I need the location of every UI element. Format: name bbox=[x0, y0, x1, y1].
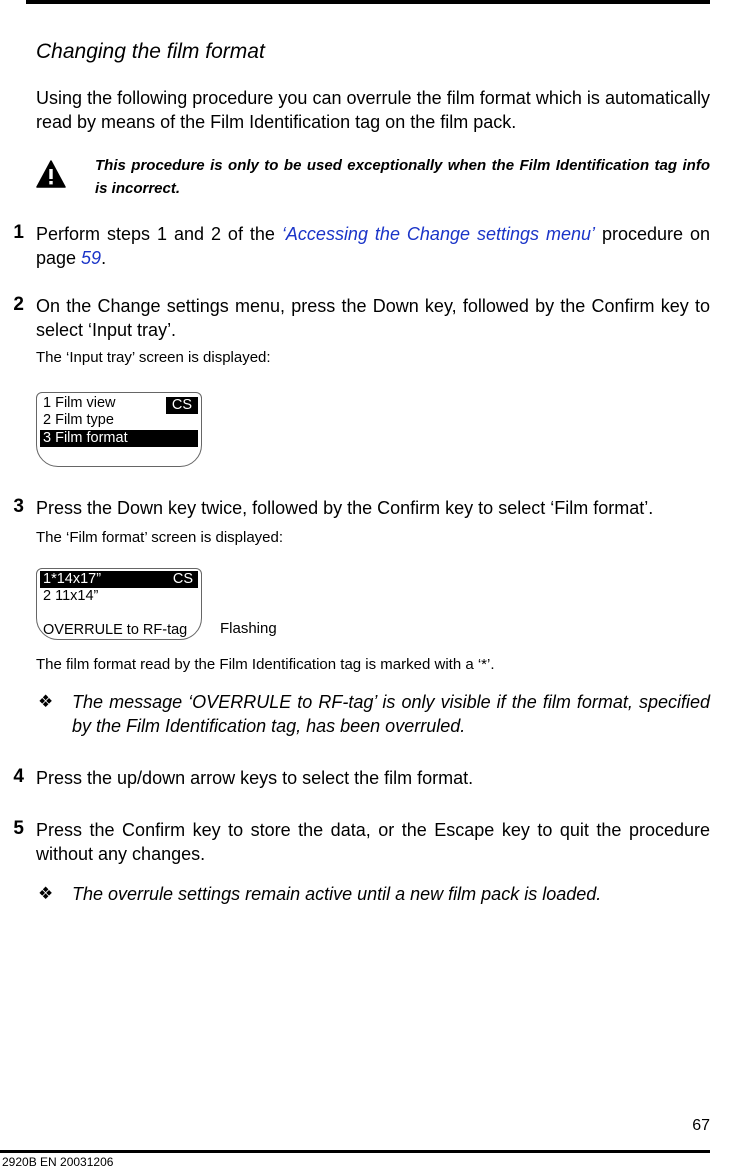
lcd-line: 2 Film type bbox=[43, 412, 114, 428]
section-title: Changing the film format bbox=[36, 40, 265, 63]
step-1-text-middle: procedure on page bbox=[36, 224, 710, 268]
marked-note: The film format read by the Film Identification tag is marked with a ‘*’. bbox=[36, 656, 495, 673]
intro-paragraph: Using the following procedure you can overrule the film format which is automatically read by means of the Film Identification tag on the film pack. bbox=[36, 88, 710, 132]
input-tray-screen bbox=[36, 392, 202, 467]
step-1-text bbox=[36, 222, 710, 270]
step-number: 4 bbox=[13, 766, 24, 787]
film-format-screen bbox=[36, 568, 202, 640]
step-number: 2 bbox=[13, 294, 24, 315]
warning-triangle-icon bbox=[36, 160, 66, 188]
lcd-line-overrule: OVERRULE to RF-tag bbox=[43, 622, 188, 638]
note-overrule-active: The overrule settings remain active until a new film pack is loaded. bbox=[72, 884, 602, 904]
note-overrule-visibility: The message ‘OVERRULE to RF-tag’ is only visible if the film format, specified by the Film Identification tag, has been overruled. bbox=[72, 692, 710, 736]
warning-text: This procedure is only to be used exceptionally when the Film Identification tag info is incorrect. bbox=[95, 157, 710, 197]
cs-badge: CS bbox=[172, 571, 193, 587]
bottom-rule bbox=[0, 1150, 710, 1153]
step-4-text: Press the up/down arrow keys to select the film format. bbox=[36, 768, 474, 788]
accessing-change-settings-link[interactable]: ‘Accessing the Change settings menu’ bbox=[281, 224, 595, 244]
document-code: 2920B EN 20031206 bbox=[2, 1155, 114, 1169]
step-5-text: Press the Confirm key to store the data, or the Escape key to quit the procedure without any changes. bbox=[36, 820, 710, 864]
top-rule bbox=[26, 0, 710, 4]
step-2-text: On the Change settings menu, press the Down key, followed by the Confirm key to select ‘Input tray’. bbox=[36, 296, 710, 340]
step-3-result: The ‘Film format’ screen is displayed: bbox=[36, 529, 284, 546]
lcd-line: 1 Film view bbox=[43, 395, 116, 411]
step-number: 1 bbox=[13, 222, 24, 243]
page-number: 67 bbox=[692, 1117, 710, 1134]
step-number: 3 bbox=[13, 496, 24, 517]
note-diamond-icon: ❖ bbox=[38, 884, 54, 903]
flashing-label: Flashing bbox=[220, 620, 277, 637]
cs-badge: CS bbox=[166, 397, 198, 414]
step-number: 5 bbox=[13, 818, 24, 839]
note-diamond-icon: ❖ bbox=[38, 692, 54, 711]
lcd-line-selected: 3 Film format bbox=[40, 430, 198, 447]
step-1-text-after: . bbox=[101, 248, 107, 268]
step-3-text: Press the Down key twice, followed by the Confirm key to select ‘Film format’. bbox=[36, 498, 654, 518]
step-2-result: The ‘Input tray’ screen is displayed: bbox=[36, 349, 271, 366]
lcd-line: 2 11x14” bbox=[43, 588, 99, 604]
lcd-line-selected: 1*14x17” bbox=[40, 571, 198, 588]
page-59-link[interactable]: 59 bbox=[81, 248, 102, 268]
step-1-text-before: Perform steps 1 and 2 of the bbox=[36, 224, 282, 244]
